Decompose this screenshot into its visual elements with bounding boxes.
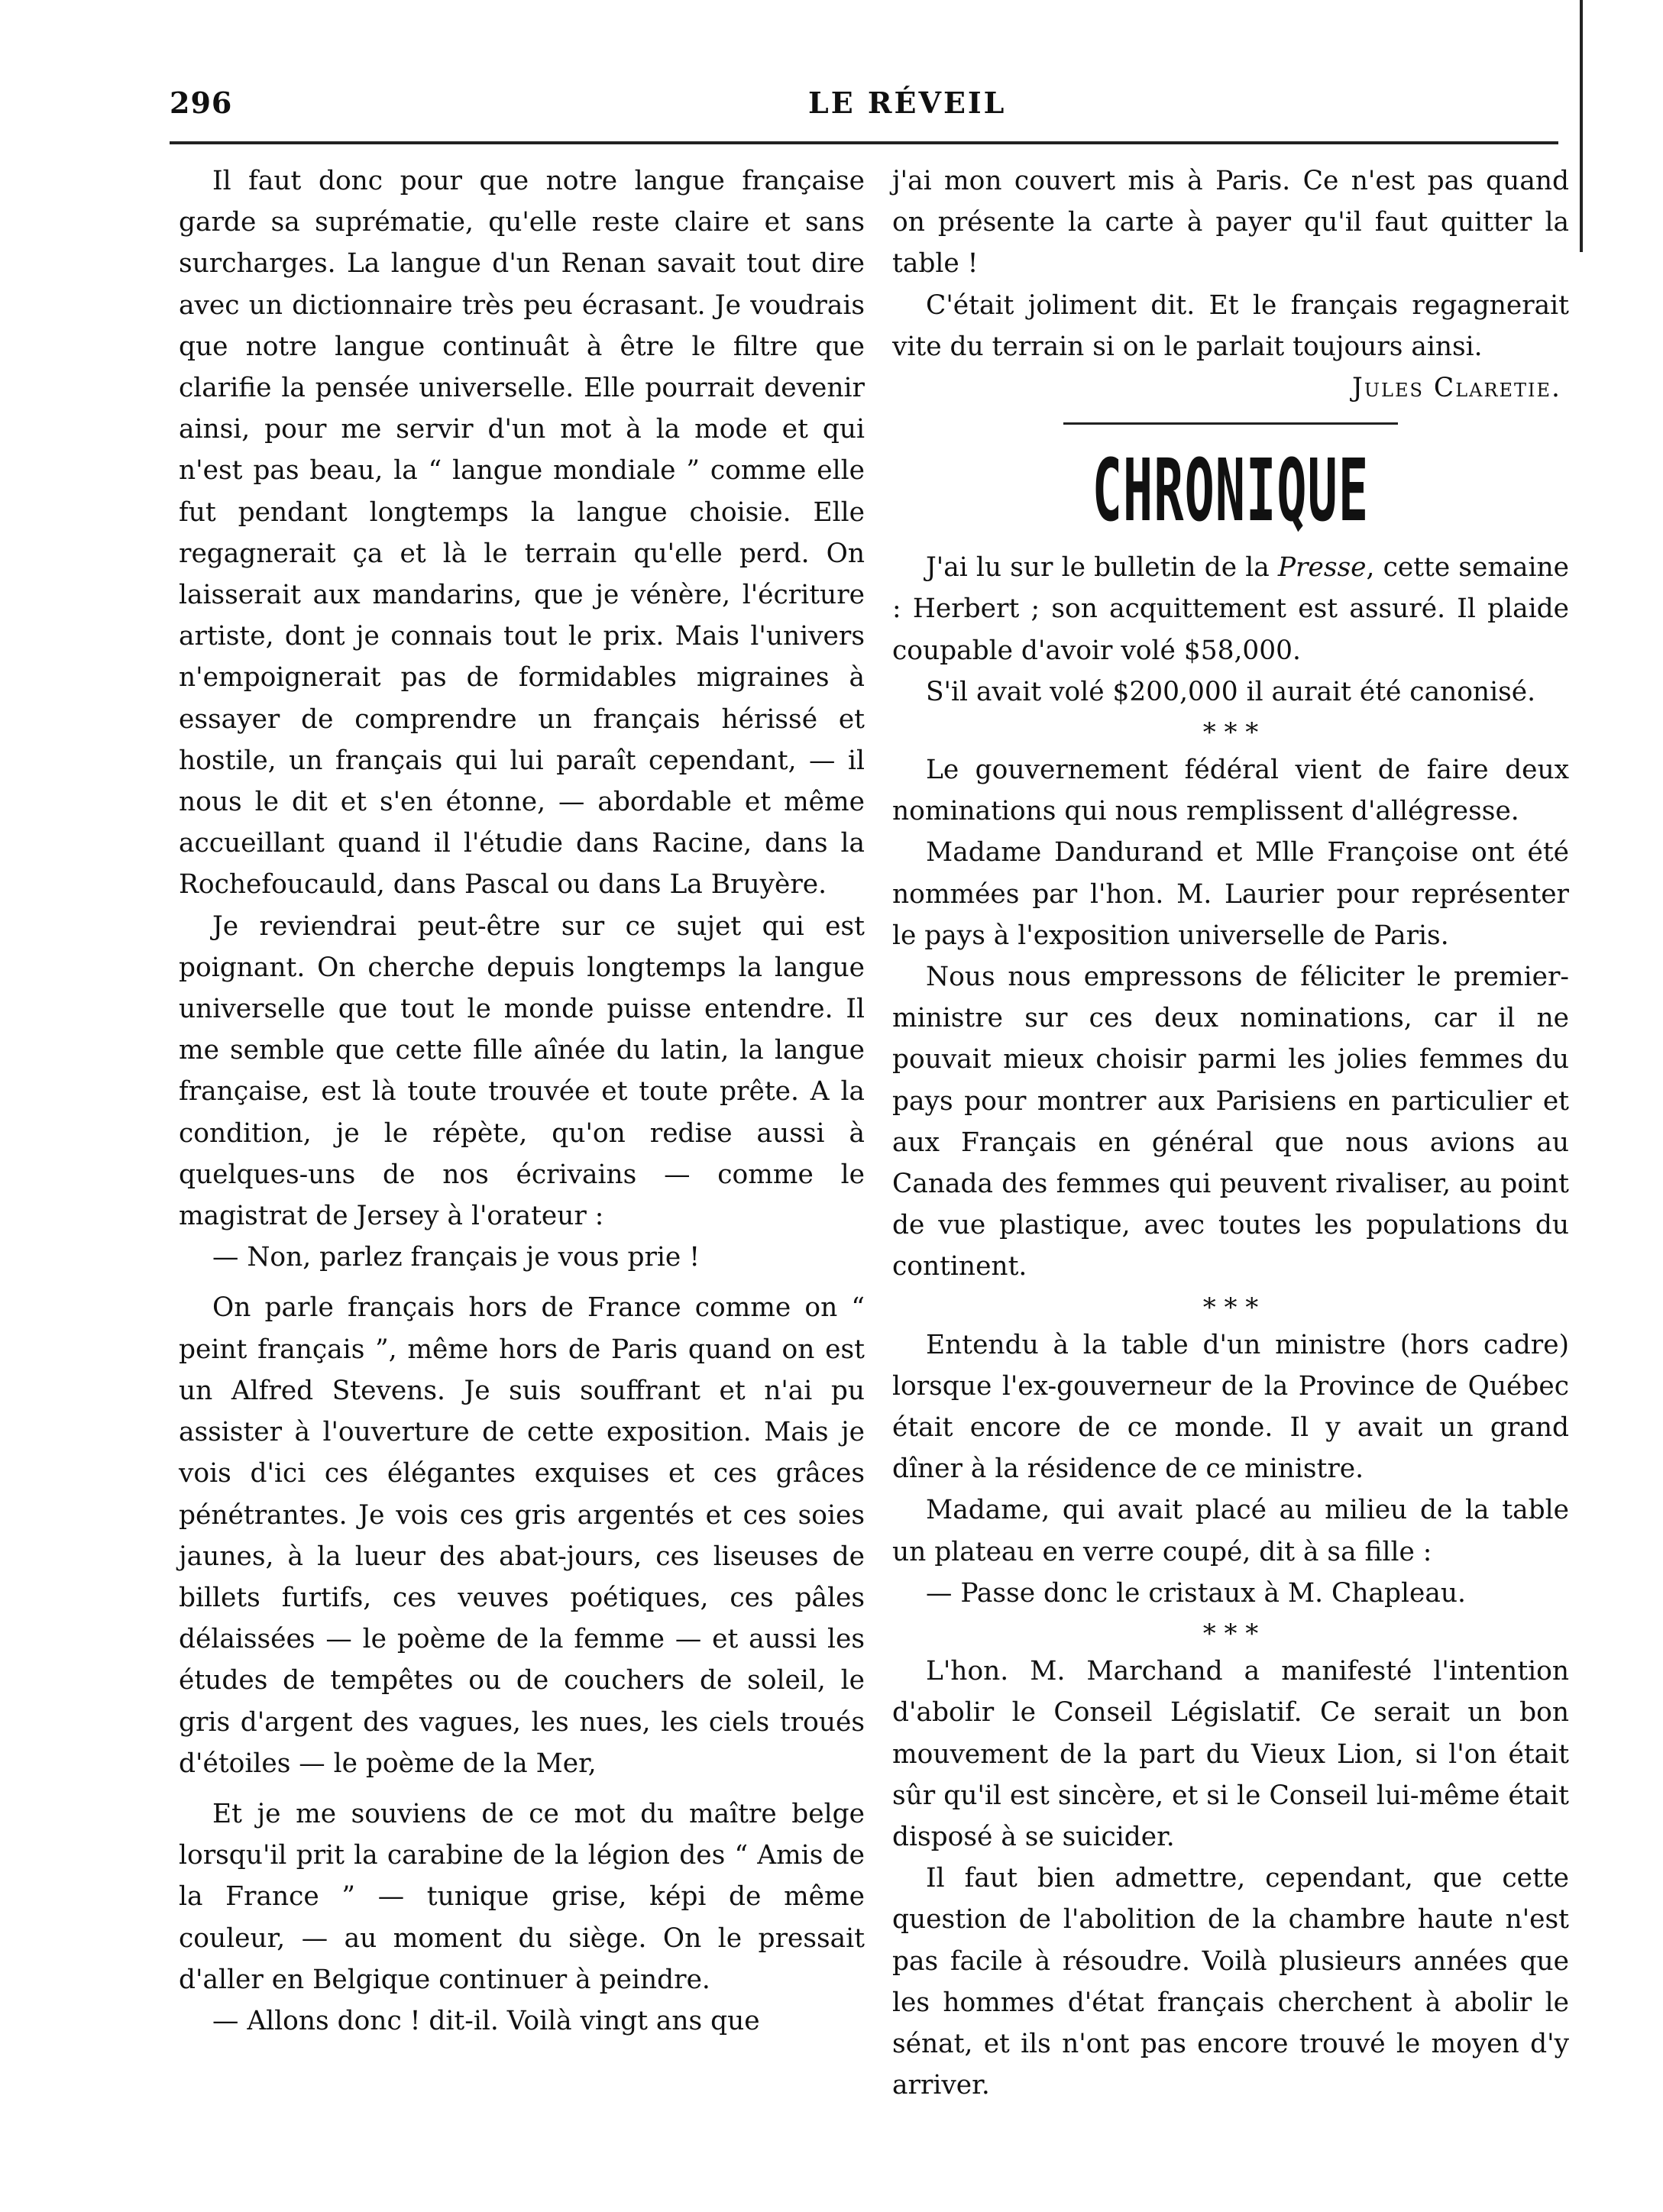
section-title: CHRONIQUE bbox=[1092, 441, 1370, 542]
newspaper-name: Presse bbox=[1277, 552, 1367, 584]
paragraph: j'ai mon couvert mis à Paris. Ce n'est pas quand on présente la carte à payer qu'il faut quitter la table ! bbox=[892, 166, 1569, 280]
masthead-title: LE RÉVEIL bbox=[808, 86, 1007, 120]
paragraph: Entendu à la table d'un ministre (hors cadre) lorsque l'ex-gouverneur de la Province de Québec était encore de ce monde. Il y avait un grand dîner à la résidence de ce ministre. bbox=[892, 1329, 1569, 1485]
paragraph: Madame, qui avait placé au milieu de la table un plateau en verre coupé, dit à sa fille : bbox=[892, 1495, 1569, 1567]
text: J'ai lu sur le bulletin de la bbox=[926, 552, 1278, 584]
paragraph: Il faut bien admettre, cependant, que cette question de l'abolition de la chambre haute n'est pas facile à résoudre. Voilà plusieurs années que les hommes d'état français cherchent à abolir le sénat, et ils n'ont pas encore trouvé le moyen d'y arriver. bbox=[892, 1863, 1569, 2101]
section-divider bbox=[1063, 422, 1398, 425]
asterism-divider: * * * bbox=[1202, 1619, 1259, 1650]
paragraph: — Passe donc le cristaux à M. Chapleau. bbox=[926, 1577, 1466, 1609]
paragraph: L'hon. M. Marchand a manifesté l'intention d'abolir le Conseil Législatif. Ce serait un bon mouvement de la part du Vieux Lion, si l'on était sûr qu'il est sincère, et si le Conseil lui-même était disposé à se suicider. bbox=[892, 1656, 1569, 1852]
text: , cette semaine : Herbert ; son acquittement est assuré. Il plaide coupable d'avoir volé $58,000. bbox=[892, 552, 1569, 666]
paragraph: Je reviendrai peut-être sur ce sujet qui est poignant. On cherche depuis longtemps la langue universelle que tout le monde puisse entendre. Il me semble que cette fille aînée du latin, la langue française, est là toute trouvée et toute prête. A la condition, je le répète, qu'on redise aussi à quelques-uns de nos écrivains — comme le magistrat de Jersey à l'orateur : bbox=[179, 910, 865, 1232]
paragraph: On parle français hors de France comme on “ peint français ”, même hors de Paris quand on est un Alfred Stevens. Je suis souffrant et n'ai pu assister à l'ouverture de cette exposition. Mais je vois d'ici ces élégantes exquises et ces grâces pénétrantes. Je vois ces gris argentés et ces soies jaunes, à la lueur des abat-jours, ces liseuses de billets furtifs, ces veuves poétiques, ces pâles délaissées — le poème de la femme — et aussi les études de tempêtes ou de couchers de soleil, le gris d'argent des vagues, les nues, les ciels troués d'étoiles — le poème de la Mer, bbox=[179, 1292, 865, 1779]
right-column bbox=[892, 160, 1569, 2106]
margin-rule bbox=[1580, 0, 1583, 252]
author-signature: Jules Claretie. bbox=[1352, 373, 1561, 404]
paragraph: S'il avait volé $200,000 il aurait été canonisé. bbox=[926, 676, 1536, 707]
paragraph: C'était joliment dit. Et le français regagnerait vite du terrain si on le parlait toujours ainsi. bbox=[892, 289, 1569, 362]
paragraph: Le gouvernement fédéral vient de faire deux nominations qui nous remplissent d'allégresse. bbox=[892, 755, 1569, 827]
paragraph bbox=[892, 547, 1569, 671]
page-number: 296 bbox=[170, 86, 233, 120]
header-rule bbox=[170, 141, 1558, 144]
asterism-divider: * * * bbox=[1202, 1292, 1259, 1323]
paragraph: Nous nous empressons de féliciter le premier-ministre sur ces deux nominations, car il ne pouvait mieux choisir parmi les jolies femmes du pays pour montrer aux Parisiens en particulier et aux Français en général que nous avions au Canada des femmes qui peuvent rivaliser, au point de vue plastique, avec toutes les populations du continent. bbox=[892, 962, 1569, 1282]
paragraph: — Allons donc ! dit-il. Voilà vingt ans que bbox=[212, 2005, 760, 2036]
paragraph: Et je me souviens de ce mot du maître belge lorsqu'il prit la carabine de la légion des “ Amis de la France ” — tunique grise, képi de même couleur, — au moment du siège. On le pressait d'aller en Belgique continuer à peindre. bbox=[179, 1798, 865, 1995]
paragraph: Madame Dandurand et Mlle Françoise ont été nommées par l'hon. M. Laurier pour représenter le pays à l'exposition universelle de Paris. bbox=[892, 837, 1569, 951]
asterism-divider: * * * bbox=[1202, 717, 1259, 749]
left-column bbox=[179, 160, 865, 2042]
paragraph: — Non, parlez français je vous prie ! bbox=[212, 1242, 700, 1273]
paragraph: Il faut donc pour que notre langue française garde sa suprématie, qu'elle reste claire et sans surcharges. La langue d'un Renan savait tout dire avec un dictionnaire très peu écrasant. Je voudrais que notre langue continuât à être le filtre que clarifie la pensée universelle. Elle pourrait devenir ainsi, pour me servir d'un mot à la mode et qui n'est pas beau, la “ langue mondiale ” comme elle fut pendant longtemps la langue choisie. Elle regagnerait ça et là le terrain qu'elle perd. On laisserait aux mandarins, que je vénère, l'écriture artiste, dont je connais tout le prix. Mais l'univers n'empoignerait pas de formidables migraines à essayer de comprendre un français hérissé et hostile, un français qui lui paraît cependant, — il nous le dit et s'en étonne, — abordable et même accueillant quand il l'étudie dans Racine, dans la Rochefoucauld, dans Pascal ou dans La Bruyère. bbox=[179, 166, 865, 901]
